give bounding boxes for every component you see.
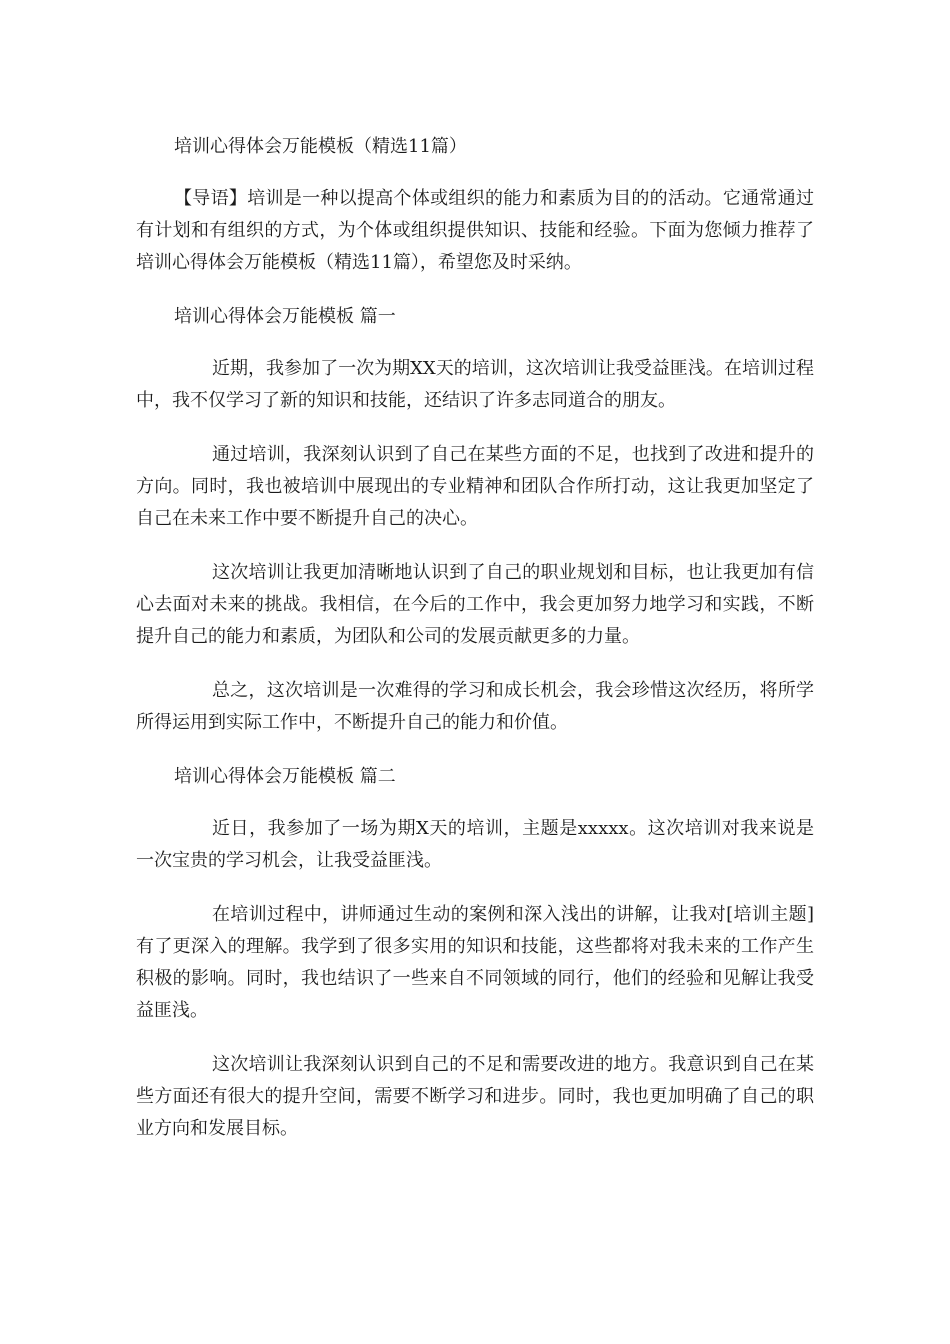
section-2-paragraph: 在培训过程中，讲师通过生动的案例和深入浅出的讲解，让我对[培训主题]有了更深入的理解。我学到了很多实用的知识和技能，这些都将对我未来的工作产生积极的影响。同时，我也结识了一些来自不同领域的同行，他们的经验和见解让我受益匪浅。	[136, 904, 814, 1021]
section-1-paragraph: 总之，这次培训是一次难得的学习和成长机会，我会珍惜这次经历，将所学所得运用到实际工作中，不断提升自己的能力和价值。	[136, 680, 814, 733]
section-2-paragraph: 这次培训让我深刻认识到自己的不足和需要改进的地方。我意识到自己在某些方面还有很大的提升空间，需要不断学习和进步。同时，我也更加明确了自己的职业方向和发展目标。	[136, 1054, 814, 1139]
intro-text: 培训是一种以提高个体或组织的能力和素质为目的的活动。它通常通过有计划和有组织的方式，为个体或组织提供知识、技能和经验。下面为您倾力推荐了培训心得体会万能模板（精选11篇），希望您及时采纳。	[136, 188, 815, 273]
section-1-paragraph: 通过培训，我深刻认识到了自己在某些方面的不足，也找到了改进和提升的方向。同时，我也被培训中展现出的专业精神和团队合作所打动，这让我更加坚定了自己在未来工作中要不断提升自己的决心。	[136, 444, 814, 529]
document-page	[136, 131, 814, 1145]
section-2-paragraph: 近日，我参加了一场为期X天的培训，主题是xxxxx。这次培训对我来说是一次宝贵的学习机会，让我受益匪浅。	[136, 818, 814, 871]
intro-tag: 【导语】	[174, 188, 248, 209]
section-1-paragraph: 这次培训让我更加清晰地认识到了自己的职业规划和目标，也让我更加有信心去面对未来的挑战。我相信，在今后的工作中，我会更加努力地学习和实践，不断提升自己的能力和素质，为团队和公司的发展贡献更多的力量。	[136, 562, 814, 647]
section-1-paragraph: 近期，我参加了一次为期XX天的培训，这次培训让我受益匪浅。在培训过程中，我不仅学习了新的知识和技能，还结识了许多志同道合的朋友。	[136, 358, 814, 411]
document-title: 培训心得体会万能模板（精选11篇）	[174, 136, 467, 157]
section-heading-1: 培训心得体会万能模板 篇一	[174, 306, 396, 327]
section-heading-2: 培训心得体会万能模板 篇二	[174, 766, 396, 787]
intro-paragraph	[136, 183, 814, 279]
